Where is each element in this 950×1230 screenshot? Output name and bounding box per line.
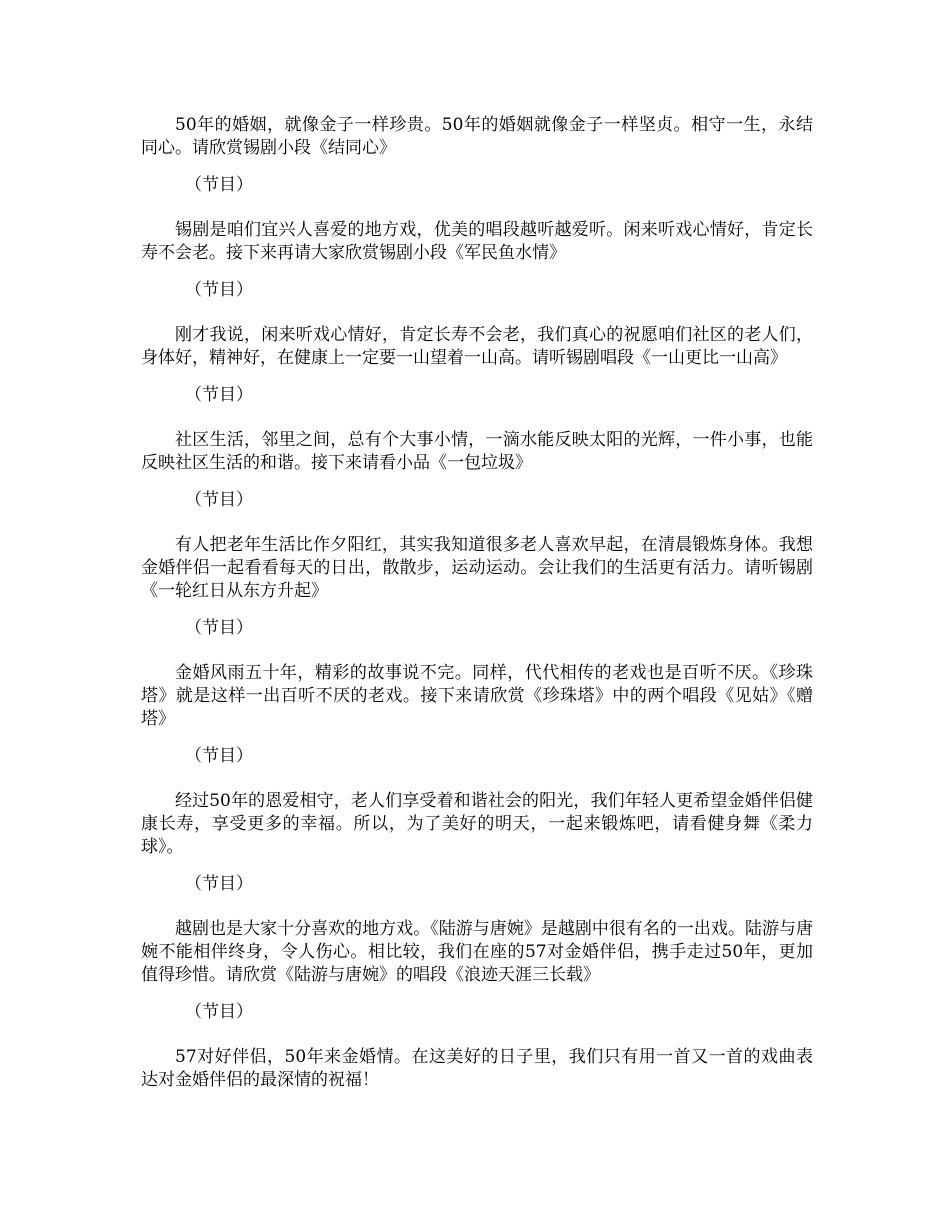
- program-marker-2: （节目）: [185, 280, 253, 300]
- paragraph-2: 锡剧是咱们宜兴人喜爱的地方戏，优美的唱段越听越爱听。闲来听戏心情好，肯定长寿不会老。接下来再请大家欣赏锡剧小段《军民鱼水情》: [141, 220, 813, 263]
- paragraph-1: 50年的婚姻，就像金子一样珍贵。50年的婚姻就像金子一样坚贞。相守一生，永结同心。请欣赏锡剧小段《结同心》: [141, 115, 813, 158]
- paragraph-9: 57对好伴侣，50年来金婚情。在这美好的日子里，我们只有用一首又一首的戏曲表达对金婚伴侣的最深情的祝福！: [141, 1047, 813, 1090]
- program-marker-6: （节目）: [185, 746, 253, 766]
- paragraph-4: 社区生活，邻里之间，总有个大事小情，一滴水能反映太阳的光辉，一件小事，也能反映社区生活的和谐。接下来请看小品《一包垃圾》: [141, 430, 813, 473]
- paragraph-6: 金婚风雨五十年，精彩的故事说不完。同样，代代相传的老戏也是百听不厌。《珍珠塔》就是这样一出百听不厌的老戏。接下来请欣赏《珍珠塔》中的两个唱段《见姑》《赠塔》: [141, 663, 813, 729]
- program-marker-7: （节目）: [185, 874, 253, 894]
- paragraph-5: 有人把老年生活比作夕阳红，其实我知道很多老人喜欢早起，在清晨锻炼身体。我想金婚伴侣一起看看每天的日出，散散步，运动运动。会让我们的生活更有活力。请听锡剧《一轮红日从东方升起》: [141, 535, 813, 601]
- program-marker-4: （节目）: [185, 490, 253, 510]
- paragraph-3: 刚才我说，闲来听戏心情好，肯定长寿不会老，我们真心的祝愿咱们社区的老人们，身体好，精神好，在健康上一定要一山望着一山高。请听锡剧唱段《一山更比一山高》: [141, 325, 813, 368]
- program-marker-1: （节目）: [185, 175, 253, 195]
- paragraph-8: 越剧也是大家十分喜欢的地方戏。《陆游与唐婉》是越剧中很有名的一出戏。陆游与唐婉不能相伴终身，令人伤心。相比较，我们在座的57对金婚伴侣，携手走过50年，更加值得珍惜。请欣赏《陆游与唐婉》的唱段《浪迹天涯三长载》: [141, 919, 813, 985]
- document-body: [141, 114, 813, 1092]
- program-marker-8: （节目）: [185, 1002, 253, 1022]
- paragraph-7: 经过50年的恩爱相守，老人们享受着和谐社会的阳光，我们年轻人更希望金婚伴侣健康长寿，享受更多的幸福。所以，为了美好的明天，一起来锻炼吧，请看健身舞《柔力球》。: [141, 791, 813, 857]
- program-marker-3: （节目）: [185, 385, 253, 405]
- program-marker-5: （节目）: [185, 618, 253, 638]
